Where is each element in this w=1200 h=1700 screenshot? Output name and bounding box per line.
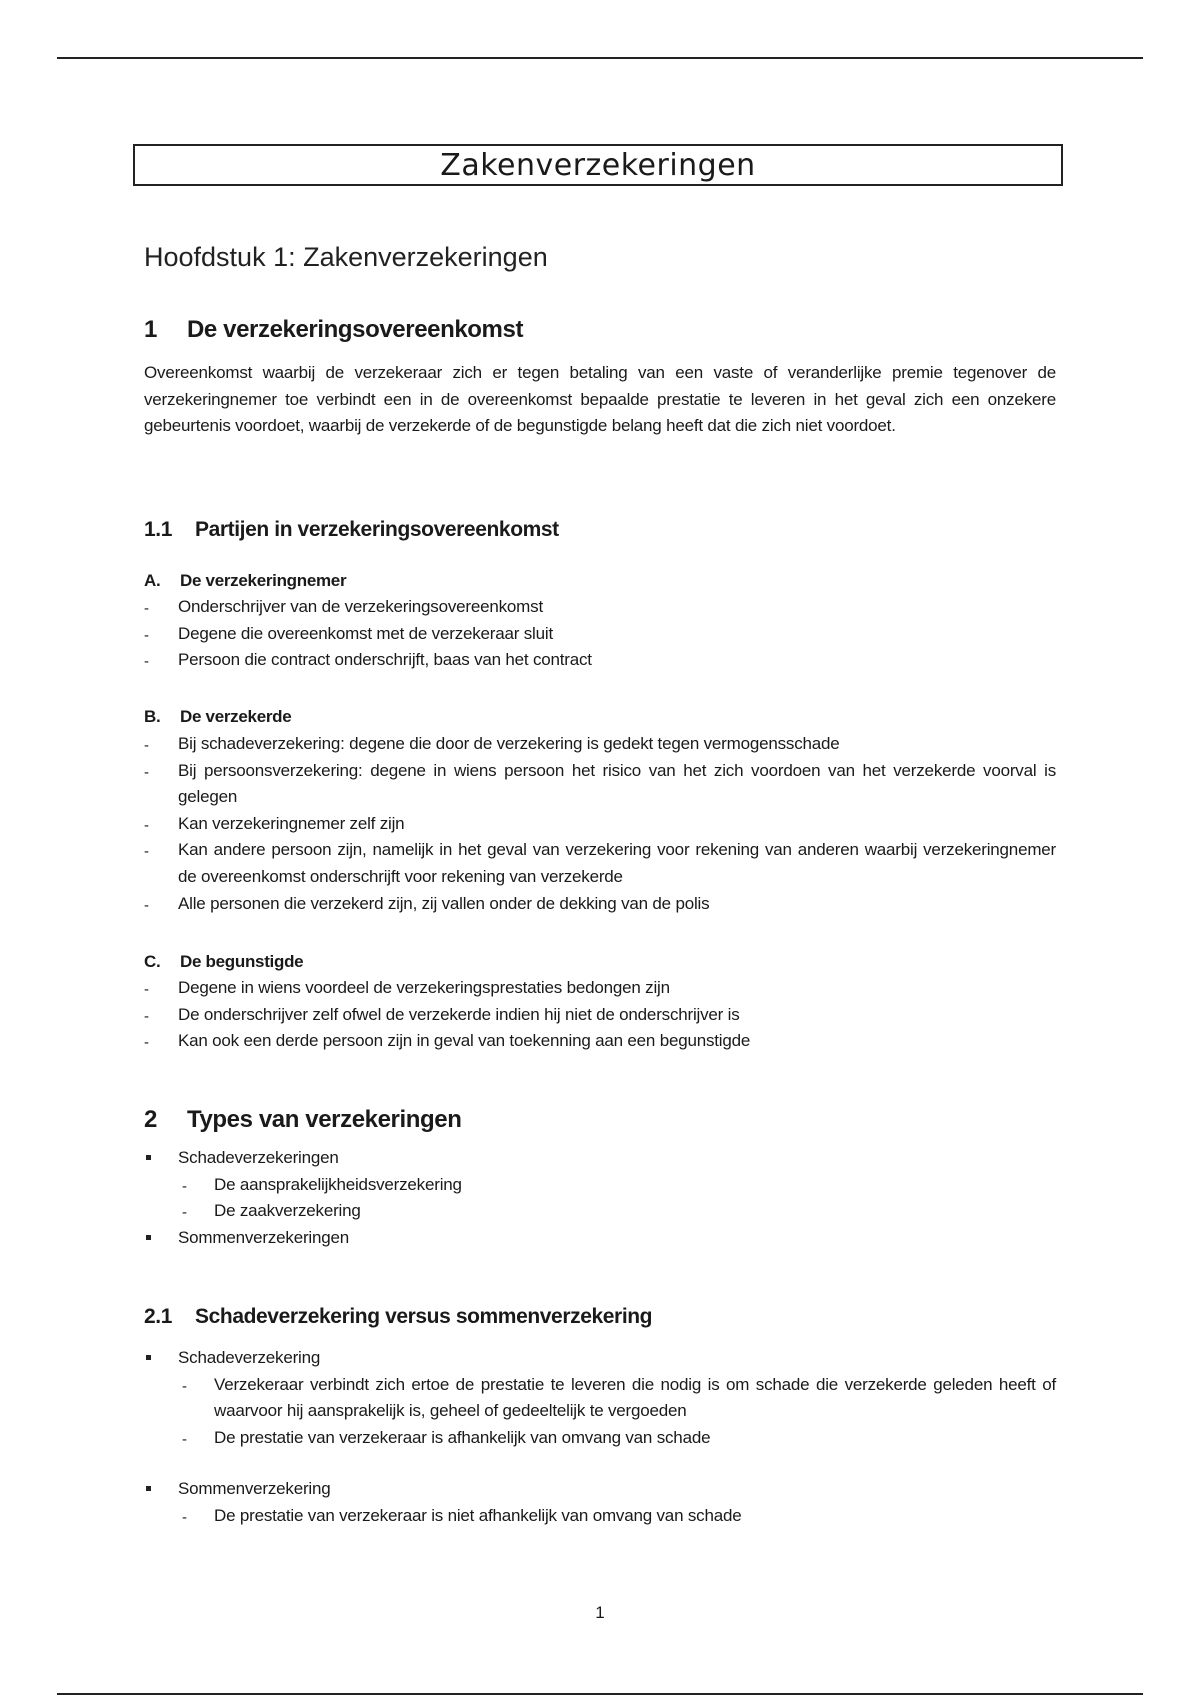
section-1-1-heading: [144, 518, 559, 542]
section-2-list: [144, 1145, 1056, 1251]
bottom-rule: [57, 1693, 1143, 1695]
section-number: 1.1: [144, 518, 172, 541]
section-title: De verzekeringsovereenkomst: [187, 316, 524, 343]
page-number: 1: [595, 1603, 605, 1622]
party-title: De verzekerde: [180, 707, 292, 726]
section-2-heading: [144, 1106, 462, 1134]
top-rule: [57, 57, 1143, 59]
list-item: - Kan ook een derde persoon zijn in geval van toekenning aan een begunstigde: [144, 1028, 1056, 1055]
section-title: Schadeverzekering versus sommenverzekering: [195, 1305, 653, 1328]
party-c-list: [144, 975, 1056, 1055]
section-2-1-heading: [144, 1305, 652, 1329]
section-1-paragraph: Overeenkomst waarbij de verzekeraar zich er tegen betaling van een vaste of veranderlijke premie tegenover de verzekeringnemer toe verbindt een in de overeenkomst bepaalde prestatie te leveren in het geval zich een onzekere gebeurtenis voordoet, waarbij de verzekerde of de begunstigde belang heeft dat die zich niet voordoet.: [144, 363, 1056, 436]
bullet-label: Schadeverzekeringen: [178, 1148, 339, 1167]
party-letter: B.: [144, 707, 161, 726]
list-item: - Degene in wiens voordeel de verzekeringsprestaties bedongen zijn: [144, 975, 1056, 1002]
list-item: - De onderschrijver zelf ofwel de verzekerde indien hij niet de onderschrijver is: [144, 1002, 1056, 1029]
section-number: 2.1: [144, 1305, 172, 1328]
party-title: De begunstigde: [180, 952, 304, 971]
list-item: - Degene die overeenkomst met de verzekeraar sluit: [144, 621, 1056, 648]
sub-list-item: - De aansprakelijkheidsverzekering: [178, 1172, 1056, 1199]
party-b-list: [144, 731, 1056, 917]
party-letter: A.: [144, 571, 161, 590]
bullet-label: Schadeverzekering: [178, 1348, 321, 1367]
list-item: - Persoon die contract onderschrijft, baas van het contract: [144, 647, 1056, 674]
party-a-list: [144, 594, 1056, 674]
party-a-heading: [144, 571, 346, 591]
chapter-heading: Hoofdstuk 1: Zakenverzekeringen: [144, 242, 548, 272]
document-title: Zakenverzekeringen: [440, 147, 756, 183]
bullet-label: Sommenverzekeringen: [178, 1227, 350, 1247]
sub-list-item: - Verzekeraar verbindt zich ertoe de prestatie te leveren die nodig is om schade die verzekerde geleden heeft of waarvoor hij aansprakelijk is, geheel of gedeeltelijk te vergoeden: [178, 1372, 1056, 1425]
bullet-item: [144, 1225, 1056, 1252]
party-title: De verzekeringnemer: [180, 571, 347, 590]
party-b-heading: [144, 707, 291, 727]
section-title: Types van verzekeringen: [187, 1106, 462, 1133]
party-c-heading: [144, 952, 303, 972]
list-item: - Alle personen die verzekerd zijn, zij vallen onder de dekking van de polis: [144, 891, 1056, 918]
list-item: - Kan verzekeringnemer zelf zijn: [144, 811, 1056, 838]
sub-list: [178, 1503, 1056, 1530]
list-item: - Onderschrijver van de verzekeringsovereenkomst: [144, 594, 1056, 621]
list-item: - Kan andere persoon zijn, namelijk in het geval van verzekering voor rekening van anderen waarbij verzekeringnemer de overeenkomst onderschrijft voor rekening van verzekerde: [144, 837, 1056, 890]
section-number: 1: [144, 316, 157, 343]
section-1-heading: [144, 316, 523, 344]
sub-list-item: - De zaakverzekering: [178, 1198, 1056, 1225]
list-item: - Bij persoonsverzekering: degene in wiens persoon het risico van het zich voordoen van het verzekerde voorval is gelegen: [144, 758, 1056, 811]
sub-list-item: - De prestatie van verzekeraar is afhankelijk van omvang van schade: [178, 1425, 1056, 1452]
bullet-item: [144, 1476, 1056, 1529]
bullet-label: Sommenverzekering: [178, 1479, 331, 1498]
sub-list-item: - De prestatie van verzekeraar is niet afhankelijk van omvang van schade: [178, 1503, 1056, 1530]
section-title: Partijen in verzekeringsovereenkomst: [195, 518, 559, 541]
bullet-item: [144, 1145, 1056, 1225]
bullet-item: [144, 1345, 1056, 1451]
section-2-1-list-b: [144, 1476, 1056, 1529]
document-title-box: [133, 144, 1063, 186]
section-number: 2: [144, 1106, 157, 1133]
party-letter: C.: [144, 952, 161, 971]
sub-list: [178, 1372, 1056, 1452]
sub-list: [178, 1172, 1056, 1225]
list-item: - Bij schadeverzekering: degene die door de verzekering is gedekt tegen vermogensschade: [144, 731, 1056, 758]
section-2-1-list-a: [144, 1345, 1056, 1451]
